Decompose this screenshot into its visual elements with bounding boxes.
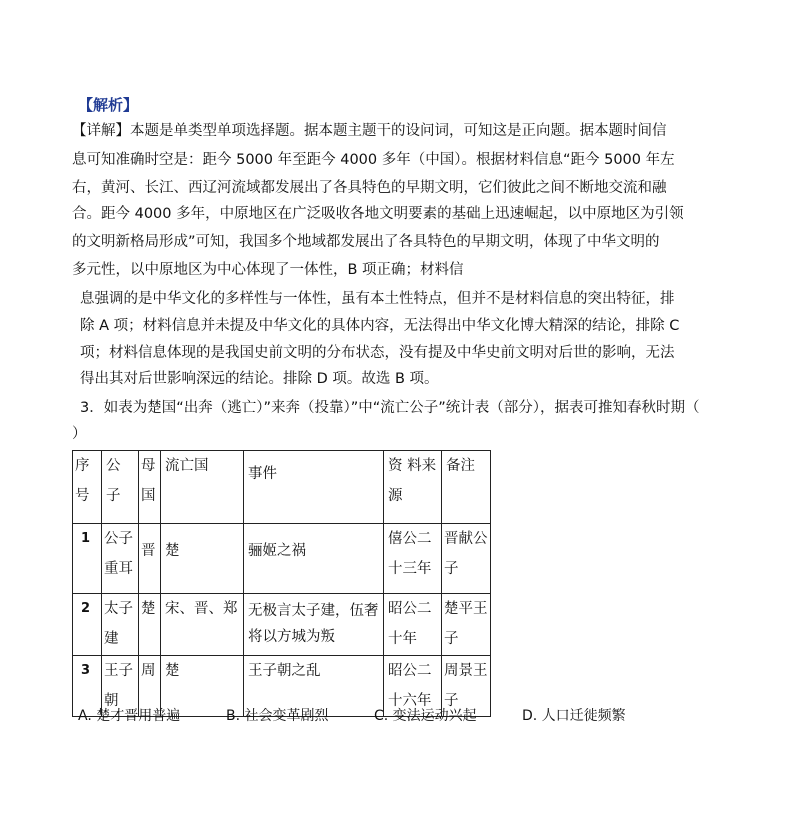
header-cell: 序号 (73, 451, 102, 524)
question-stem: 3．如表为楚国“出奔（逃亡）”来奔（投靠）”中“流亡公子”统计表（部分），据表可推知春秋时期（ (80, 400, 700, 416)
analysis-line: 右，黄河、长江、西辽河流域都发展出了各具特色的早期文明，它们彼此之间不断地交流和融 (72, 180, 667, 196)
analysis-line: 除 A 项；材料信息并未提及中华文化的具体内容，无法得出中华文化博大精深的结论，排除 C (80, 318, 680, 334)
header-cell: 事件 (244, 451, 384, 524)
cell-exile-state: 楚 (161, 524, 244, 594)
cell-event: 无极言太子建，伍奢将以方城为叛 (244, 594, 384, 656)
table-header-row (73, 451, 491, 524)
exile-table (72, 450, 491, 717)
cell-homeland: 周 (139, 656, 161, 717)
cell-remark: 晋献公子 (442, 524, 491, 594)
analysis-line: 得出其对后世影响深远的结论。排除 D 项。故选 B 项。 (80, 371, 439, 387)
option-d[interactable]: D. 人口迁徙频繁 (522, 708, 626, 724)
table-row (73, 594, 491, 656)
cell-source: 昭公二十年 (384, 594, 442, 656)
analysis-line: 项；材料信息体现的是我国史前文明的分布状态，没有提及中华史前文明对后世的影响，无法 (80, 345, 675, 361)
cell-exile-state: 楚 (161, 656, 244, 717)
cell-prince: 王子朝 (102, 656, 139, 717)
analysis-line: 息可知准确时空是：距今 5000 年至距今 4000 多年（中国）。根据材料信息“距今 5000 年左 (72, 152, 675, 168)
option-b[interactable]: B. 社会变革剧烈 (226, 708, 329, 724)
header-cell: 资 料来源 (384, 451, 442, 524)
cell-remark: 楚平王子 (442, 594, 491, 656)
analysis-line: 息强调的是中华文化的多样性与一体性，虽有本土性特点，但并不是材料信息的突出特征，排 (80, 291, 675, 307)
cell-index: 3 (73, 656, 102, 717)
cell-index: 2 (73, 594, 102, 656)
cell-prince: 太子建 (102, 594, 139, 656)
section-heading: 【解析】 (78, 96, 139, 114)
cell-homeland: 晋 (139, 524, 161, 594)
cell-source: 昭公二十六年 (384, 656, 442, 717)
cell-exile-state: 宋、晋、郑 (161, 594, 244, 656)
question-stem-cont: ） (72, 426, 87, 442)
cell-index: 1 (73, 524, 102, 594)
option-a[interactable]: A. 楚才晋用普遍 (78, 708, 181, 724)
analysis-line: 多元性，以中原地区为中心体现了一体性，B 项正确；材料信 (72, 262, 464, 278)
cell-source: 僖公二十三年 (384, 524, 442, 594)
header-cell: 备注 (442, 451, 491, 524)
analysis-line: 【详解】本题是单类型单项选择题。据本题主题干的设问词，可知这是正向题。据本题时间信 (72, 123, 667, 139)
header-cell: 公子 (102, 451, 139, 524)
header-cell: 流亡国 (161, 451, 244, 524)
cell-event: 骊姬之祸 (244, 524, 384, 594)
cell-prince: 公子重耳 (102, 524, 139, 594)
analysis-line: 合。距今 4000 多年，中原地区在广泛吸收各地文明要素的基础上迅速崛起，以中原地区为引领 (72, 206, 684, 222)
cell-event: 王子朝之乱 (244, 656, 384, 717)
table-row (73, 524, 491, 594)
cell-homeland: 楚 (139, 594, 161, 656)
cell-remark: 周景王子 (442, 656, 491, 717)
analysis-line: 的文明新格局形成”可知，我国多个地域都发展出了各具特色的早期文明，体现了中华文明的 (72, 234, 660, 250)
header-cell: 母国 (139, 451, 161, 524)
option-c[interactable]: C. 变法运动兴起 (374, 708, 477, 724)
